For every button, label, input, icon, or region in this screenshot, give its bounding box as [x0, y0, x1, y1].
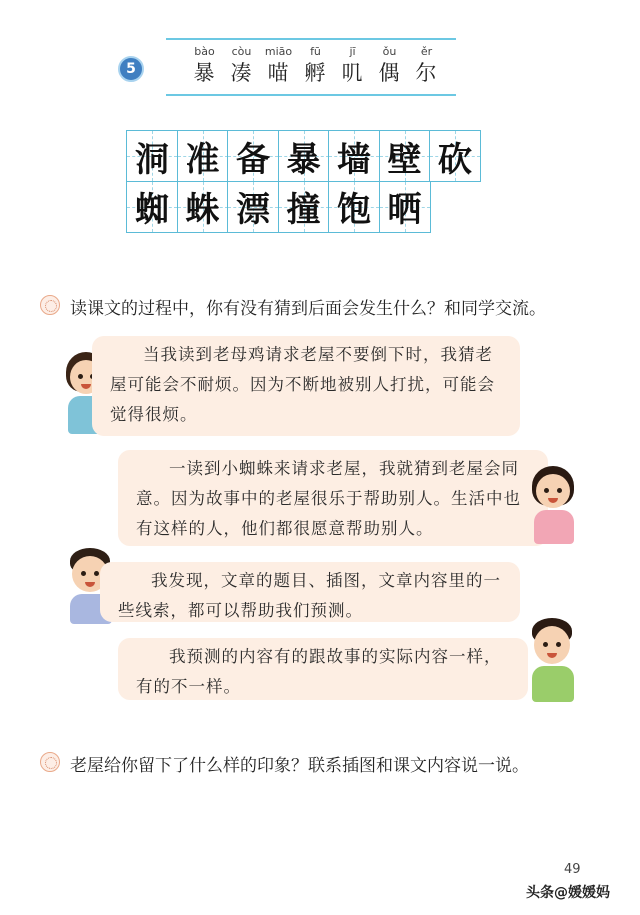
watermark: 头条@媛媛妈	[526, 885, 610, 901]
vocab-item	[297, 44, 334, 87]
vocab-pinyin: còu	[231, 45, 252, 58]
grid-char: 洞	[135, 139, 169, 180]
grid-char: 漂	[236, 190, 270, 230]
grid-cell	[126, 130, 178, 182]
grid-char: 撞	[286, 190, 321, 230]
grid-cell	[328, 181, 380, 233]
eye	[94, 571, 99, 576]
vocab-hanzi: 叽	[341, 61, 364, 85]
vocab-pinyin: ěr	[420, 45, 433, 58]
grid-char: 备	[236, 139, 270, 180]
grid-row	[126, 181, 480, 232]
question-1: 读课文的过程中，你有没有猜到后面会发生什么？和同学交流。	[70, 299, 546, 319]
vocab-pinyin: fū	[310, 45, 321, 58]
bubble-text: 我预测的内容有的跟故事的实际内容一样，有的不一样。	[136, 647, 502, 696]
speech-bubble-3	[100, 562, 520, 622]
grid-cell	[227, 130, 279, 182]
eye	[557, 488, 562, 493]
question-icon	[40, 752, 60, 772]
vocab-item	[408, 44, 445, 87]
writing-grid	[126, 130, 480, 231]
vocab-hanzi: 暴	[193, 61, 216, 85]
vocab-item	[186, 44, 223, 87]
grid-char: 壁	[387, 139, 422, 180]
vocab-item	[371, 44, 408, 87]
grid-char: 晒	[387, 190, 422, 230]
grid-row	[126, 130, 480, 181]
grid-cell	[379, 130, 431, 182]
speech-bubble-2	[118, 450, 548, 546]
grid-char: 准	[185, 139, 220, 180]
eye	[81, 571, 86, 576]
girl-figure-right	[522, 466, 586, 546]
eye	[544, 488, 549, 493]
vocab-pinyin: ǒu	[382, 45, 397, 58]
bubble-text: 我发现，文章的题目、插图，文章内容里的一些线索，都可以帮助我们预测。	[118, 571, 501, 620]
vocab-list	[186, 44, 445, 87]
vocab-pinyin: miāo	[264, 45, 293, 58]
eye	[556, 642, 561, 647]
bubble-text: 当我读到老母鸡请求老屋不要倒下时，我猜老屋可能会不耐烦。因为不断地被别人打扰，可能会觉得很烦。	[110, 345, 495, 424]
face	[534, 626, 570, 664]
grid-cell	[328, 130, 380, 182]
vocab-pinyin: jī	[349, 45, 356, 58]
grid-cell	[177, 130, 229, 182]
vocab-hanzi: 喵	[267, 61, 290, 85]
shirt	[532, 666, 574, 702]
speech-bubble-4	[118, 638, 528, 700]
grid-cell	[278, 181, 330, 233]
grid-cell	[177, 181, 229, 233]
grid-cell	[429, 130, 481, 182]
question-2: 老屋给你留下了什么样的印象？联系插图和课文内容说一说。	[70, 756, 529, 776]
eye	[78, 374, 83, 379]
bubble-text: 一读到小蜘蛛来请求老屋，我就猜到老屋会同意。因为故事中的老屋很乐于帮助别人。生活中也有这样的人，他们都很愿意帮助别人。	[136, 459, 521, 538]
vocab-hanzi: 凑	[230, 61, 253, 85]
vocab-item	[223, 44, 260, 87]
grid-cell	[379, 181, 431, 233]
page-number: 49	[564, 862, 581, 877]
speech-bubble-1	[92, 336, 520, 436]
vocab-hanzi: 孵	[304, 61, 327, 85]
vocab-hanzi: 偶	[378, 61, 401, 85]
vocab-item	[334, 44, 371, 87]
dress	[534, 510, 574, 544]
boy-figure-right	[526, 618, 582, 704]
grid-char: 饱	[337, 190, 371, 230]
grid-cell	[227, 181, 279, 233]
eye	[543, 642, 548, 647]
grid-char: 蛛	[185, 190, 220, 230]
lesson-number-badge: 5	[118, 56, 144, 82]
vocab-hanzi: 尔	[415, 61, 438, 85]
vocab-pinyin: bào	[194, 45, 215, 58]
grid-cell	[126, 181, 178, 233]
grid-cell	[278, 130, 330, 182]
grid-char: 砍	[438, 139, 472, 180]
grid-char: 暴	[286, 139, 321, 180]
grid-char: 蜘	[135, 190, 169, 230]
question-icon	[40, 295, 60, 315]
grid-char: 墙	[337, 139, 371, 180]
vocab-item	[260, 44, 297, 87]
